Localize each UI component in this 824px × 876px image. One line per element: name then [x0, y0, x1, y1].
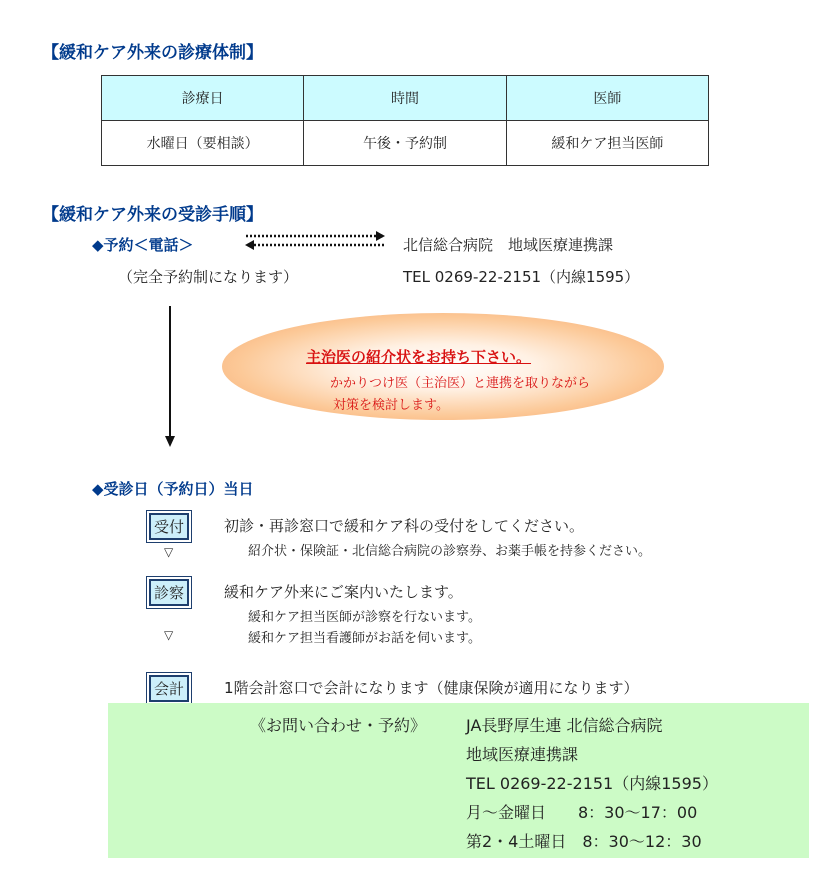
dotted-double-arrow	[244, 230, 386, 252]
contact-name: 北信総合病院 地域医療連携課	[403, 236, 614, 254]
footer-line-2: 地域医療連携課	[466, 745, 579, 764]
step-reception-main: 初診・再診窓口で緩和ケア科の受付をしてください。	[224, 517, 585, 535]
footer-line-5: 第2・4土曜日 8：30～12：30	[466, 832, 702, 851]
arrow-head-left	[245, 240, 254, 250]
bubble-line-2: かかりつけ医（主治医）と連携を取りながら	[330, 376, 591, 391]
down-triangle-2: ▽	[164, 628, 174, 642]
step-reception-sub-1: 紹介状・保険証・北信総合病院の診察券、お薬手帳を持参ください。	[248, 544, 652, 559]
cell-time: 午後・予約制	[304, 121, 506, 166]
flow-arrow-head	[165, 436, 175, 447]
table-header-row	[102, 76, 709, 121]
reserve-label: ◆予約＜電話＞	[92, 236, 194, 254]
schedule-table	[101, 75, 709, 166]
cell-doctor: 緩和ケア担当医師	[506, 121, 708, 166]
header-time: 時間	[304, 76, 506, 121]
down-flow-arrow	[163, 306, 177, 448]
step-payment-label: 会計	[149, 675, 189, 702]
footer-line-3: TEL 0269-22-2151（内線1595）	[466, 774, 718, 793]
step-exam-label: 診察	[149, 579, 189, 606]
footer-line-4: 月～金曜日 8：30～17：00	[466, 803, 698, 822]
footer-line-1: JA長野厚生連 北信総合病院	[466, 716, 663, 735]
step-exam-main: 緩和ケア外来にご案内いたします。	[224, 583, 463, 601]
bubble-line-3: 対策を検討します。	[333, 398, 449, 413]
header-day: 診療日	[102, 76, 304, 121]
step-exam-sub-1: 緩和ケア担当医師が診察を行ないます。	[248, 610, 481, 625]
step-payment-main: 1階会計窓口で会計になります（健康保険が適用になります）	[224, 679, 639, 697]
bubble-line-1: 主治医の紹介状をお持ち下さい。	[306, 348, 532, 366]
step-reception-label: 受付	[149, 513, 189, 540]
procedure-heading: 【緩和ケア外来の受診手順】	[42, 205, 263, 225]
schedule-heading: 【緩和ケア外来の診療体制】	[42, 43, 263, 63]
step-exam-sub-2: 緩和ケア担当看護師がお話を伺います。	[248, 631, 481, 646]
down-triangle-1: ▽	[164, 545, 174, 559]
cell-day: 水曜日（要相談）	[102, 121, 304, 166]
header-doctor: 医師	[506, 76, 708, 121]
visit-day-label: ◆受診日（予約日）当日	[92, 480, 254, 498]
footer-label: 《お問い合わせ・予約》	[250, 716, 427, 735]
table-row	[102, 121, 709, 166]
contact-tel: TEL 0269-22-2151（内線1595）	[403, 268, 640, 286]
reserve-note: （完全予約制になります）	[118, 268, 299, 286]
arrow-head-right	[376, 231, 385, 241]
